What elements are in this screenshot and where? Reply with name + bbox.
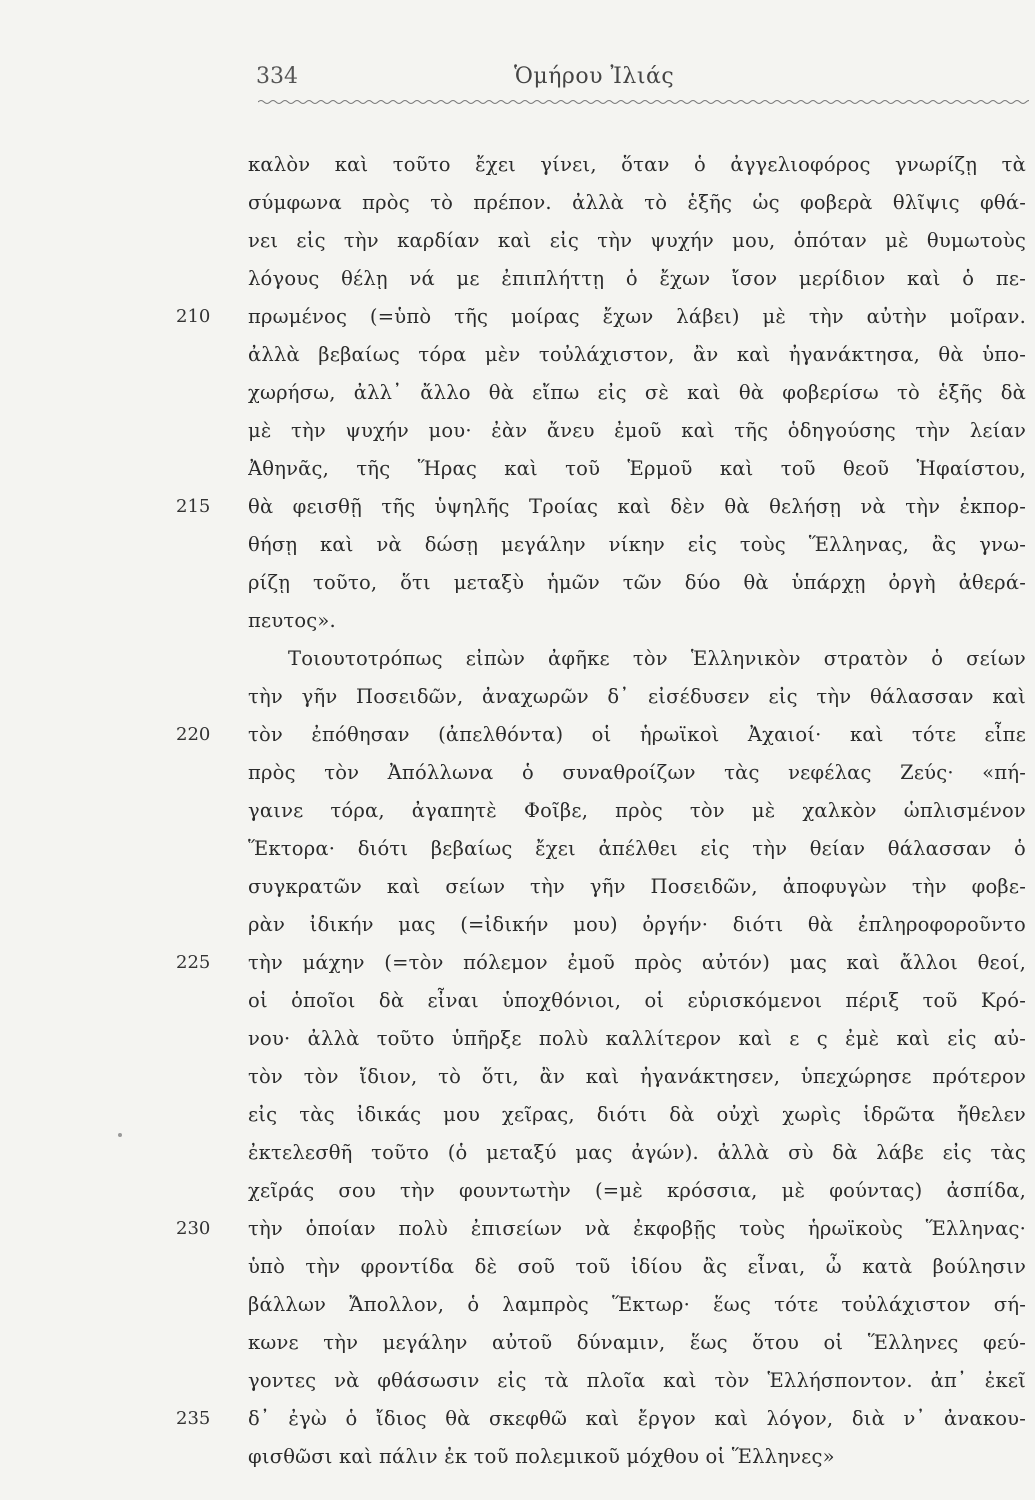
text-line: συγκρατῶν καὶ σείων τὴν γῆν Ποσειδῶν, ἀποφυγὼν τὴν φοβε- <box>248 875 1026 898</box>
text-line: θὰ φεισθῇ τῆς ὑψηλῆς Τροίας καὶ δὲν θὰ θελήσῃ νὰ τὴν ἐκπορ- <box>248 495 1026 518</box>
text-line: τὴν γῆν Ποσειδῶν, ἀναχωρῶν δ᾽ εἰσέδυσεν εἰς τὴν θάλασσαν καὶ <box>248 685 1026 708</box>
line-number: 220 <box>176 724 211 745</box>
text-line: λόγους θέλῃ νά με ἐπιπλήττῃ ὁ ἔχων ἴσον μερίδιον καὶ ὁ πε- <box>248 267 1026 290</box>
text-line: σύμφωνα πρὸς τὸ πρέπον. ἀλλὰ τὸ ἑξῆς ὡς φοβερὰ θλῖψις φθά- <box>248 191 1026 214</box>
line-number: 230 <box>176 1218 211 1239</box>
text-line: νει εἰς τὴν καρδίαν καὶ εἰς τὴν ψυχήν μου, ὁπόταν μὲ θυμωτοὺς <box>248 229 1026 252</box>
text-line: οἱ ὁποῖοι δὰ εἶναι ὑποχθόνιοι, οἱ εὑρισκόμενοι πέριξ τοῦ Κρό- <box>248 989 1026 1012</box>
text-line: καλὸν καὶ τοῦτο ἔχει γίνει, ὅταν ὁ ἀγγελιοφόρος γνωρίζῃ τὰ <box>248 153 1026 176</box>
body-text <box>248 146 1026 1476</box>
speck <box>118 1133 122 1137</box>
text-line: χεῖράς σου τὴν φουντωτὴν (=μὲ κρόσσια, μὲ φούντας) ἀσπίδα, <box>248 1179 1026 1202</box>
text-line: νου· ἀλλὰ τοῦτο ὑπῆρξε πολὺ καλλίτερον καὶ ε ς ἐμὲ καὶ εἰς αὐ- <box>248 1027 1026 1050</box>
line-number: 225 <box>176 952 211 973</box>
text-line: Τοιουτοτρόπως εἰπὼν ἀφῆκε τὸν Ἑλληνικὸν στρατὸν ὁ σείων <box>288 647 1026 670</box>
line-number: 215 <box>176 496 211 517</box>
page-number: 334 <box>256 64 298 89</box>
line-number: 210 <box>176 306 211 327</box>
text-line: γοντες νὰ φθάσωσιν εἰς τὰ πλοῖα καὶ τὸν Ἑλλήσποντον. ἀπ᾽ ἐκεῖ <box>248 1369 1026 1392</box>
text-line: ἐκτελεσθῆ τοῦτο (ὁ μεταξύ μας ἀγών). ἀλλὰ σὺ δὰ λάβε εἰς τὰς <box>248 1141 1026 1164</box>
text-line: πευτος». <box>248 609 336 632</box>
text-line: θήσῃ καὶ νὰ δώσῃ μεγάλην νίκην εἰς τοὺς Ἕλληνας, ἂς γνω- <box>248 533 1026 556</box>
text-line: ὑπὸ τὴν φροντίδα δὲ σοῦ τοῦ ἰδίου ἂς εἶναι, ὦ κατὰ βούλησιν <box>248 1255 1026 1278</box>
text-line: ἀλλὰ βεβαίως τόρα μὲν τοὐλάχιστον, ἂν καὶ ἠγανάκτησα, θὰ ὑπο- <box>248 343 1026 366</box>
page-header <box>244 60 1035 100</box>
text-line: τὴν μάχην (=τὸν πόλεμον ἐμοῦ πρὸς αὐτόν) μας καὶ ἄλλοι θεοί, <box>248 951 1026 974</box>
text-line: φισθῶσι καὶ πάλιν ἐκ τοῦ πολεμικοῦ μόχθου οἱ Ἕλληνες» <box>248 1445 835 1468</box>
text-line: χωρήσω, ἀλλ᾽ ἄλλο θὰ εἴπω εἰς σὲ καὶ θὰ φοβερίσω τὸ ἑξῆς δὰ <box>248 381 1026 404</box>
text-line: Ἀθηνᾶς, τῆς Ἥρας καὶ τοῦ Ἑρμοῦ καὶ τοῦ θεοῦ Ἡφαίστου, <box>248 457 1026 480</box>
text-line: κωνε τὴν μεγάλην αὐτοῦ δύναμιν, ἕως ὅτου οἱ Ἕλληνες φεύ- <box>248 1331 1026 1354</box>
line-number: 235 <box>176 1408 211 1429</box>
text-line: ρὰν ἰδικήν μας (=ἰδικήν μου) ὀργήν· διότι θὰ ἐπληροφοροῦντο <box>248 913 1026 936</box>
text-line: μὲ τὴν ψυχήν μου· ἐὰν ἄνευ ἐμοῦ καὶ τῆς ὁδηγούσης τὴν λείαν <box>248 419 1026 442</box>
running-title: Ὁμήρου Ἰλιάς <box>514 64 675 89</box>
text-line: βάλλων Ἄπολλον, ὁ λαμπρὸς Ἕκτωρ· ἕως τότε τοὐλάχιστον σή- <box>248 1293 1026 1316</box>
text-line: εἰς τὰς ἰδικάς μου χεῖρας, διότι δὰ οὐχὶ χωρὶς ἱδρῶτα ἤθελεν <box>248 1103 1026 1126</box>
text-line: τὸν τὸν ἴδιον, τὸ ὅτι, ἂν καὶ ἠγανάκτησεν, ὑπεχώρησε πρότερον <box>248 1065 1026 1088</box>
text-line: τὸν ἐπόθησαν (ἀπελθόντα) οἱ ἡρωϊκοὶ Ἀχαιοί· καὶ τότε εἶπε <box>248 723 1026 746</box>
header-wavy-rule <box>258 98 1029 106</box>
text-line: πρὸς τὸν Ἀπόλλωνα ὁ συναθροίζων τὰς νεφέλας Ζεύς· «πή- <box>248 761 1026 784</box>
text-line: πρωμένος (=ὑπὸ τῆς μοίρας ἔχων λάβει) μὲ τὴν αὐτὴν μοῖραν. <box>248 305 1026 328</box>
text-line: τὴν ὁποίαν πολὺ ἐπισείων νὰ ἐκφοβῇς τοὺς ἡρωϊκοὺς Ἕλληνας· <box>248 1217 1026 1240</box>
text-line: δ᾽ ἐγὼ ὁ ἴδιος θὰ σκεφθῶ καὶ ἔργον καὶ λόγον, διὰ ν᾽ ἀνακου- <box>248 1407 1026 1430</box>
text-line: ρίζῃ τοῦτο, ὅτι μεταξὺ ἡμῶν τῶν δύο θὰ ὑπάρχῃ ὀργὴ ἀθερά- <box>248 571 1026 594</box>
text-line: γαινε τόρα, ἀγαπητὲ Φοῖβε, πρὸς τὸν μὲ χαλκὸν ὡπλισμένον <box>248 799 1026 822</box>
text-line: Ἕκτορα· διότι βεβαίως ἔχει ἀπέλθει εἰς τὴν θείαν θάλασσαν ὁ <box>248 837 1026 860</box>
